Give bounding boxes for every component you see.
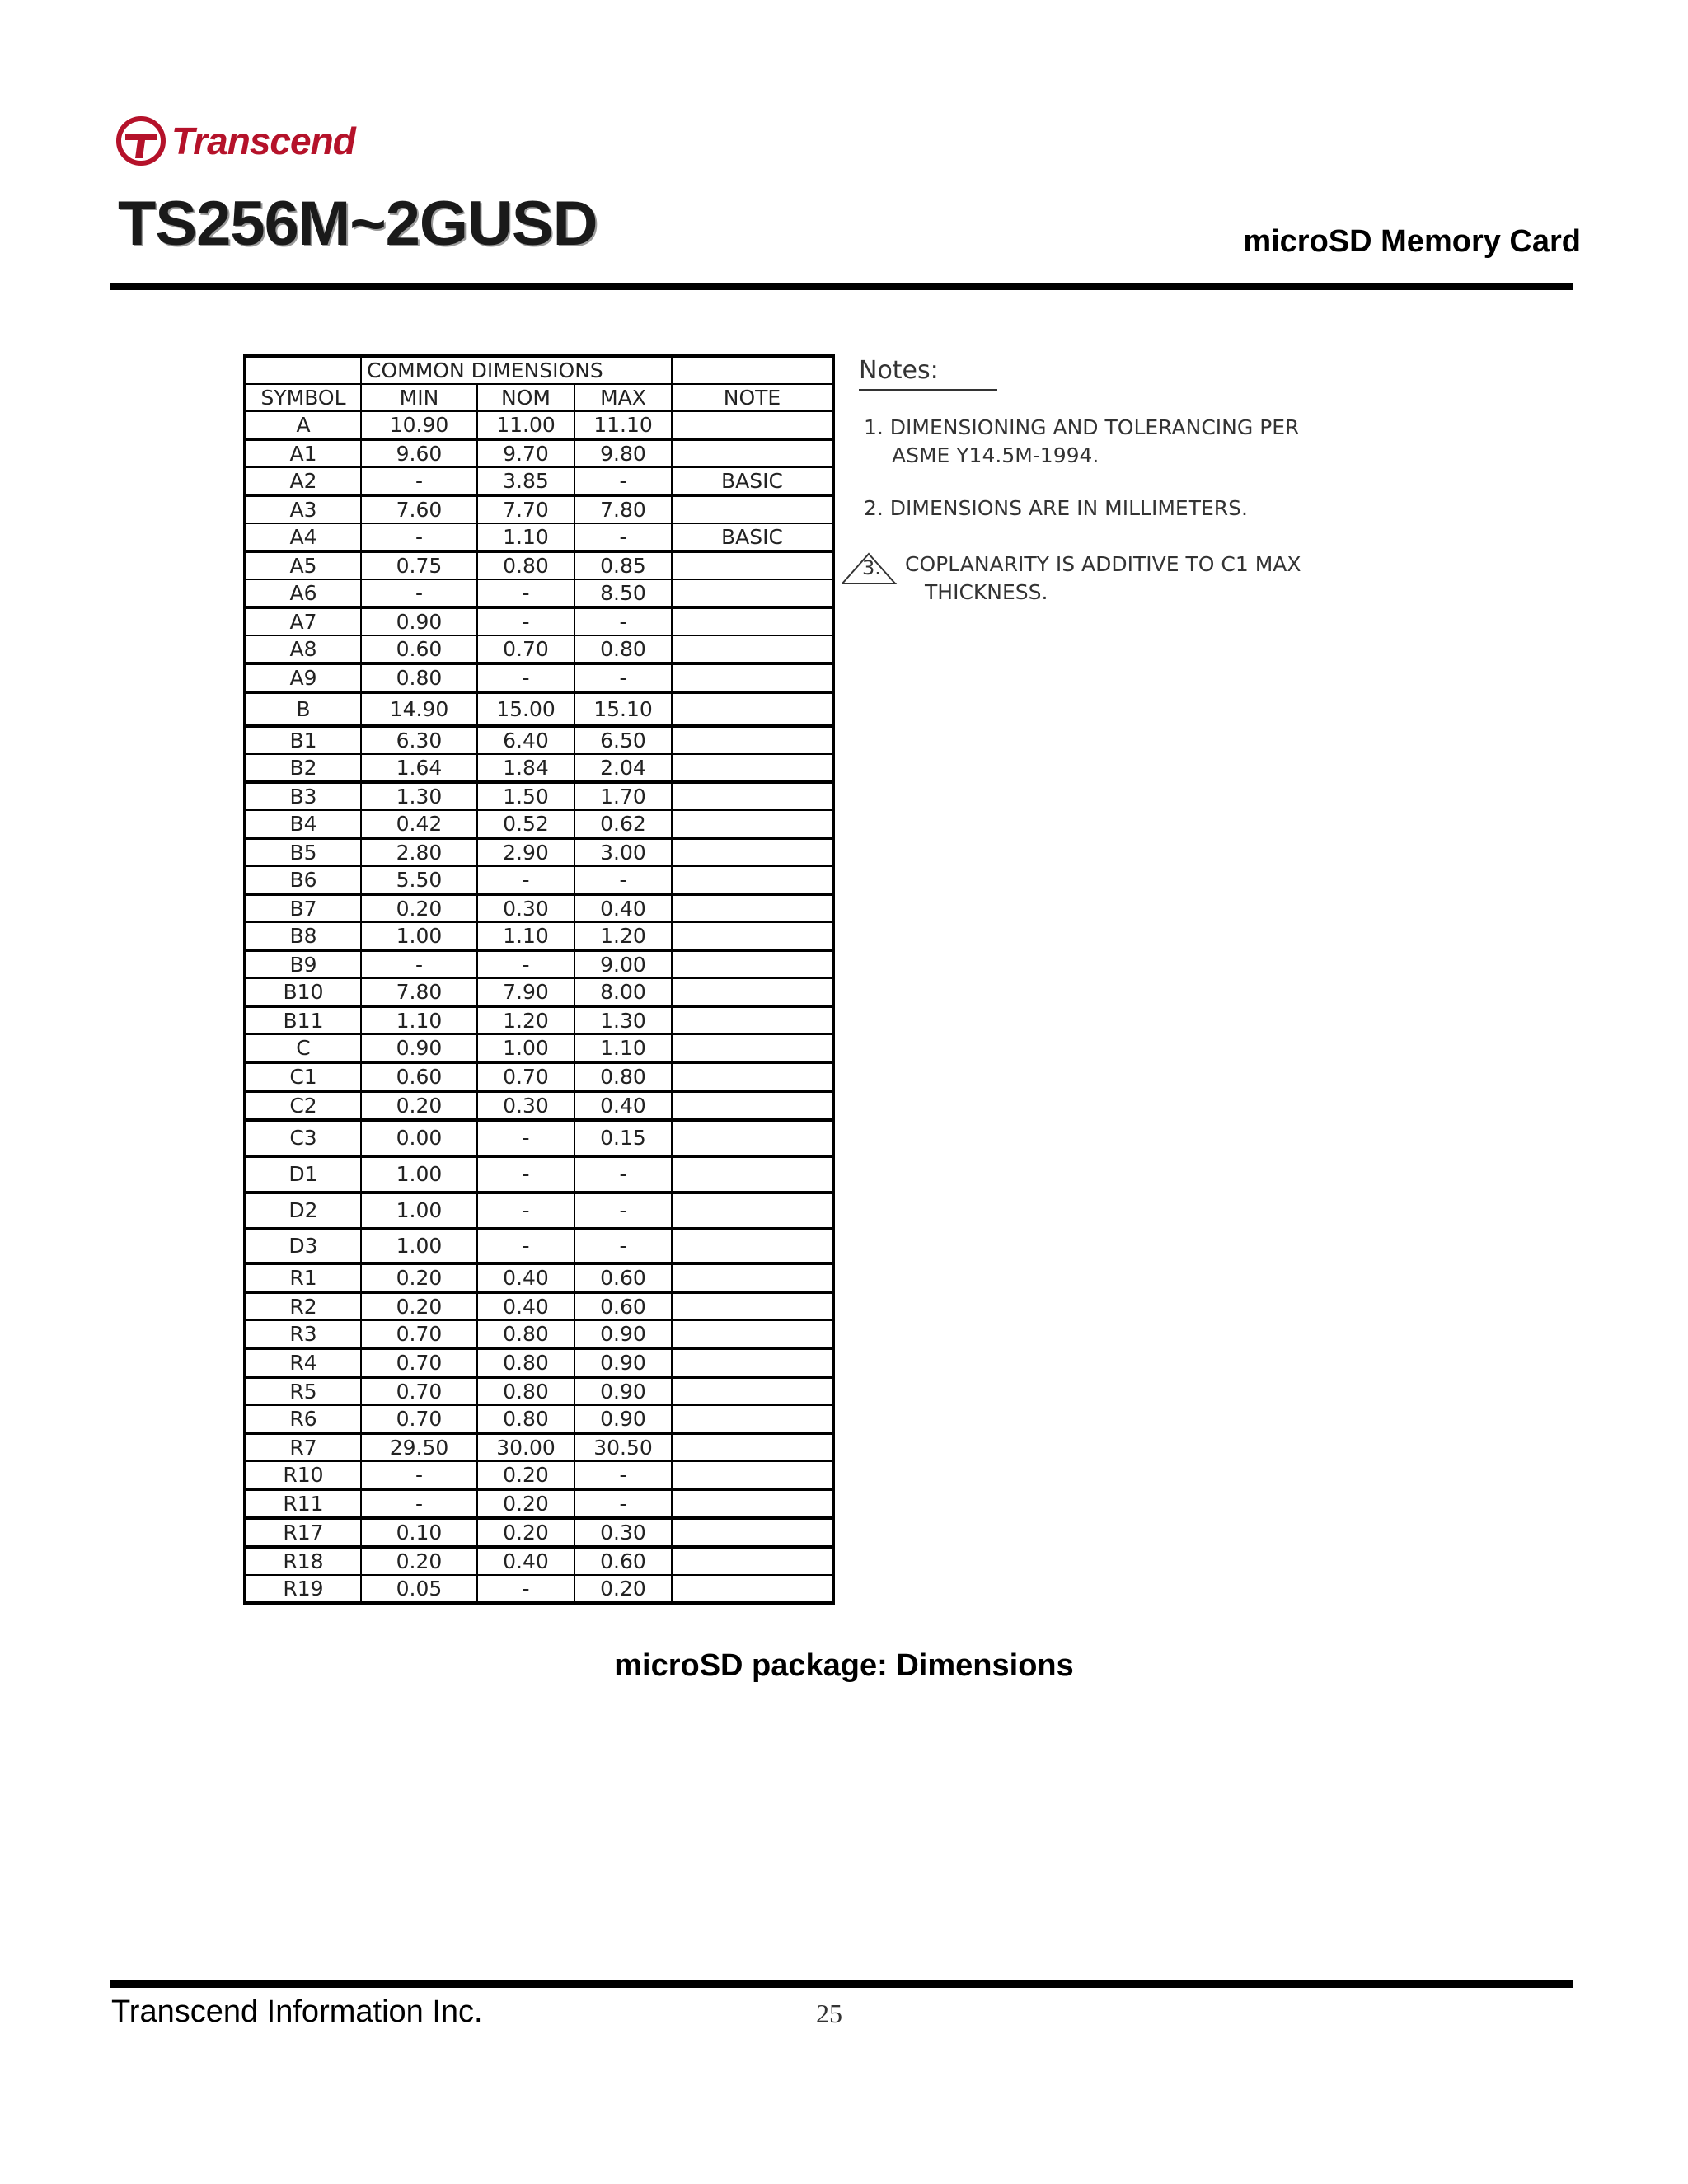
- cell-min: 7.60: [361, 495, 477, 523]
- note-3-number: 3.: [862, 556, 881, 579]
- cell-max: 2.04: [574, 754, 672, 782]
- table-row: [245, 754, 833, 782]
- cell-max: -: [574, 1489, 672, 1518]
- cell-note: [672, 922, 833, 950]
- table-row: [245, 1405, 833, 1433]
- table-row: [245, 1433, 833, 1461]
- cell-symbol: C1: [245, 1062, 361, 1091]
- table-row: [245, 782, 833, 810]
- cell-note: [672, 1006, 833, 1034]
- table-row: [245, 978, 833, 1006]
- note-1: [864, 414, 1299, 470]
- cell-min: 0.70: [361, 1348, 477, 1377]
- cell-note: [672, 1405, 833, 1433]
- table-row: [245, 1518, 833, 1547]
- cell-min: 1.30: [361, 782, 477, 810]
- cell-symbol: B5: [245, 838, 361, 866]
- table-row: [245, 1461, 833, 1489]
- cell-note: [672, 411, 833, 439]
- cell-nom: 0.80: [477, 1320, 574, 1348]
- cell-max: -: [574, 467, 672, 495]
- table-row: [245, 523, 833, 551]
- cell-note: [672, 439, 833, 467]
- cell-symbol: B3: [245, 782, 361, 810]
- cell-note: [672, 663, 833, 692]
- cell-symbol: R5: [245, 1377, 361, 1405]
- cell-nom: 0.30: [477, 1091, 574, 1120]
- cell-max: 0.30: [574, 1518, 672, 1547]
- cell-nom: 1.84: [477, 754, 574, 782]
- cell-nom: 0.70: [477, 635, 574, 663]
- cell-symbol: A9: [245, 663, 361, 692]
- cell-note: [672, 1156, 833, 1193]
- cell-symbol: R19: [245, 1575, 361, 1603]
- cell-nom: 1.10: [477, 523, 574, 551]
- note-2-text: 2. DIMENSIONS ARE IN MILLIMETERS.: [864, 496, 1248, 520]
- cell-max: 0.60: [574, 1292, 672, 1320]
- cell-max: 8.00: [574, 978, 672, 1006]
- cell-max: -: [574, 1461, 672, 1489]
- cell-nom: -: [477, 1156, 574, 1193]
- cell-nom: 30.00: [477, 1433, 574, 1461]
- cell-note: [672, 1292, 833, 1320]
- cell-symbol: B1: [245, 726, 361, 754]
- cell-max: -: [574, 607, 672, 635]
- cell-note: BASIC: [672, 523, 833, 551]
- table-row: [245, 635, 833, 663]
- cell-symbol: A: [245, 411, 361, 439]
- footer-divider: [110, 1980, 1573, 1988]
- cell-max: 0.80: [574, 1062, 672, 1091]
- cell-note: [672, 1348, 833, 1377]
- document-type: microSD Memory Card: [1243, 224, 1581, 259]
- column-header-min: MIN: [361, 384, 477, 411]
- dimensions-table: [243, 354, 835, 1605]
- cell-nom: 0.30: [477, 894, 574, 922]
- cell-symbol: B: [245, 692, 361, 726]
- table-row: [245, 579, 833, 607]
- cell-note: [672, 692, 833, 726]
- cell-min: 1.10: [361, 1006, 477, 1034]
- cell-min: 0.90: [361, 1034, 477, 1062]
- cell-nom: 0.40: [477, 1292, 574, 1320]
- brand-name: Transcend: [171, 120, 355, 162]
- table-row: [245, 551, 833, 579]
- cell-min: 0.20: [361, 894, 477, 922]
- cell-min: 1.00: [361, 922, 477, 950]
- column-header-nom: NOM: [477, 384, 574, 411]
- cell-max: 1.70: [574, 782, 672, 810]
- cell-max: 8.50: [574, 579, 672, 607]
- cell-nom: 1.00: [477, 1034, 574, 1062]
- cell-nom: 0.80: [477, 1348, 574, 1377]
- brand-logo: [115, 115, 355, 166]
- table-header-blank: [672, 356, 833, 384]
- cell-nom: 0.20: [477, 1489, 574, 1518]
- table-row: [245, 922, 833, 950]
- cell-symbol: A3: [245, 495, 361, 523]
- note-3-line-1: COPLANARITY IS ADDITIVE TO C1 MAX: [905, 552, 1301, 576]
- cell-note: [672, 838, 833, 866]
- cell-note: [672, 1120, 833, 1156]
- cell-symbol: A1: [245, 439, 361, 467]
- table-row: [245, 838, 833, 866]
- cell-max: 0.40: [574, 1091, 672, 1120]
- cell-note: [672, 894, 833, 922]
- table-row: [245, 439, 833, 467]
- cell-min: 0.60: [361, 635, 477, 663]
- cell-max: 0.80: [574, 635, 672, 663]
- cell-min: -: [361, 523, 477, 551]
- cell-min: 0.10: [361, 1518, 477, 1547]
- cell-nom: 0.52: [477, 810, 574, 838]
- cell-min: 0.05: [361, 1575, 477, 1603]
- cell-nom: 11.00: [477, 411, 574, 439]
- cell-max: 9.00: [574, 950, 672, 978]
- cell-symbol: C3: [245, 1120, 361, 1156]
- cell-nom: -: [477, 663, 574, 692]
- cell-min: 0.70: [361, 1405, 477, 1433]
- cell-nom: -: [477, 1120, 574, 1156]
- cell-symbol: R17: [245, 1518, 361, 1547]
- cell-min: 9.60: [361, 439, 477, 467]
- table-row: [245, 1547, 833, 1575]
- cell-max: 0.85: [574, 551, 672, 579]
- table-header-row: [245, 384, 833, 411]
- page-title: TS256M~2GUSD: [118, 189, 598, 259]
- table-row: [245, 866, 833, 894]
- table-row: [245, 1489, 833, 1518]
- table-row: [245, 467, 833, 495]
- cell-nom: -: [477, 607, 574, 635]
- cell-min: 0.20: [361, 1547, 477, 1575]
- cell-nom: 9.70: [477, 439, 574, 467]
- cell-nom: 0.20: [477, 1461, 574, 1489]
- cell-max: 1.20: [574, 922, 672, 950]
- cell-min: 29.50: [361, 1433, 477, 1461]
- cell-max: 1.30: [574, 1006, 672, 1034]
- transcend-logo-icon: [115, 115, 166, 166]
- cell-note: [672, 1433, 833, 1461]
- cell-symbol: C2: [245, 1091, 361, 1120]
- note-2: [864, 494, 1248, 523]
- cell-note: [672, 551, 833, 579]
- cell-symbol: B7: [245, 894, 361, 922]
- cell-nom: 1.50: [477, 782, 574, 810]
- cell-nom: -: [477, 866, 574, 894]
- cell-min: 1.00: [361, 1229, 477, 1263]
- cell-max: 11.10: [574, 411, 672, 439]
- cell-nom: 1.20: [477, 1006, 574, 1034]
- table-row: [245, 1120, 833, 1156]
- cell-nom: 2.90: [477, 838, 574, 866]
- cell-symbol: B2: [245, 754, 361, 782]
- cell-max: 15.10: [574, 692, 672, 726]
- cell-note: [672, 1091, 833, 1120]
- cell-max: 0.62: [574, 810, 672, 838]
- cell-min: 10.90: [361, 411, 477, 439]
- cell-note: [672, 726, 833, 754]
- table-row: [245, 1034, 833, 1062]
- cell-min: 0.80: [361, 663, 477, 692]
- cell-note: BASIC: [672, 467, 833, 495]
- cell-symbol: A4: [245, 523, 361, 551]
- table-row: [245, 1229, 833, 1263]
- cell-nom: 7.90: [477, 978, 574, 1006]
- cell-nom: -: [477, 579, 574, 607]
- cell-max: 6.50: [574, 726, 672, 754]
- cell-max: 7.80: [574, 495, 672, 523]
- cell-max: -: [574, 1156, 672, 1193]
- cell-min: 1.64: [361, 754, 477, 782]
- cell-min: -: [361, 1489, 477, 1518]
- cell-note: [672, 978, 833, 1006]
- cell-note: [672, 1377, 833, 1405]
- cell-symbol: R6: [245, 1405, 361, 1433]
- cell-min: 0.00: [361, 1120, 477, 1156]
- cell-min: 5.50: [361, 866, 477, 894]
- cell-min: 0.90: [361, 607, 477, 635]
- table-row: [245, 810, 833, 838]
- table-row: [245, 726, 833, 754]
- cell-min: 0.70: [361, 1377, 477, 1405]
- header-divider: [110, 283, 1573, 290]
- cell-note: [672, 579, 833, 607]
- figure-caption: microSD package: Dimensions: [614, 1648, 1074, 1683]
- cell-min: 1.00: [361, 1156, 477, 1193]
- cell-min: -: [361, 950, 477, 978]
- cell-nom: 0.40: [477, 1263, 574, 1292]
- cell-min: 0.70: [361, 1320, 477, 1348]
- cell-symbol: A5: [245, 551, 361, 579]
- cell-min: 1.00: [361, 1193, 477, 1229]
- cell-symbol: A2: [245, 467, 361, 495]
- cell-note: [672, 866, 833, 894]
- column-header-max: MAX: [574, 384, 672, 411]
- table-row: [245, 495, 833, 523]
- cell-nom: 0.80: [477, 551, 574, 579]
- cell-symbol: D1: [245, 1156, 361, 1193]
- cell-min: 7.80: [361, 978, 477, 1006]
- cell-symbol: B8: [245, 922, 361, 950]
- cell-symbol: B9: [245, 950, 361, 978]
- table-row: [245, 1156, 833, 1193]
- cell-note: [672, 754, 833, 782]
- cell-max: -: [574, 866, 672, 894]
- cell-min: 0.20: [361, 1292, 477, 1320]
- cell-note: [672, 1193, 833, 1229]
- table-header-blank: [245, 356, 361, 384]
- cell-symbol: R18: [245, 1547, 361, 1575]
- note-1-line-2: ASME Y14.5M-1994.: [892, 443, 1100, 467]
- cell-min: 0.60: [361, 1062, 477, 1091]
- cell-symbol: D3: [245, 1229, 361, 1263]
- table-row: [245, 1062, 833, 1091]
- cell-max: 0.90: [574, 1377, 672, 1405]
- page-number: 25: [816, 1999, 842, 2028]
- cell-min: 0.20: [361, 1263, 477, 1292]
- cell-nom: -: [477, 950, 574, 978]
- cell-symbol: A6: [245, 579, 361, 607]
- cell-note: [672, 1489, 833, 1518]
- table-row: [245, 1320, 833, 1348]
- cell-min: 2.80: [361, 838, 477, 866]
- cell-min: -: [361, 579, 477, 607]
- cell-note: [672, 1062, 833, 1091]
- cell-max: -: [574, 523, 672, 551]
- cell-max: 3.00: [574, 838, 672, 866]
- table-row: [245, 1091, 833, 1120]
- cell-max: 0.90: [574, 1320, 672, 1348]
- table-row: [245, 894, 833, 922]
- cell-nom: 0.40: [477, 1547, 574, 1575]
- cell-nom: 6.40: [477, 726, 574, 754]
- cell-max: -: [574, 1229, 672, 1263]
- cell-max: 0.20: [574, 1575, 672, 1603]
- table-header-row-group: [245, 356, 833, 384]
- cell-note: [672, 607, 833, 635]
- column-header-note: NOTE: [672, 384, 833, 411]
- cell-note: [672, 810, 833, 838]
- cell-max: 0.90: [574, 1405, 672, 1433]
- table-row: [245, 607, 833, 635]
- cell-note: [672, 1034, 833, 1062]
- cell-max: 0.60: [574, 1263, 672, 1292]
- cell-nom: 15.00: [477, 692, 574, 726]
- cell-note: [672, 1320, 833, 1348]
- cell-note: [672, 1229, 833, 1263]
- table-row: [245, 1006, 833, 1034]
- cell-nom: -: [477, 1575, 574, 1603]
- cell-min: -: [361, 467, 477, 495]
- cell-min: -: [361, 1461, 477, 1489]
- cell-nom: 1.10: [477, 922, 574, 950]
- cell-symbol: B10: [245, 978, 361, 1006]
- cell-symbol: R7: [245, 1433, 361, 1461]
- table-row: [245, 1575, 833, 1603]
- cell-note: [672, 1518, 833, 1547]
- cell-max: 0.40: [574, 894, 672, 922]
- cell-nom: 7.70: [477, 495, 574, 523]
- cell-max: 1.10: [574, 1034, 672, 1062]
- cell-nom: 0.70: [477, 1062, 574, 1091]
- cell-max: 30.50: [574, 1433, 672, 1461]
- cell-note: [672, 1575, 833, 1603]
- cell-symbol: R10: [245, 1461, 361, 1489]
- cell-note: [672, 495, 833, 523]
- cell-max: 0.15: [574, 1120, 672, 1156]
- column-header-symbol: SYMBOL: [245, 384, 361, 411]
- cell-nom: -: [477, 1229, 574, 1263]
- table-row: [245, 1193, 833, 1229]
- cell-symbol: A7: [245, 607, 361, 635]
- dimensions-table-body: [245, 356, 833, 1603]
- cell-note: [672, 1547, 833, 1575]
- cell-nom: 0.20: [477, 1518, 574, 1547]
- cell-max: -: [574, 1193, 672, 1229]
- cell-symbol: R3: [245, 1320, 361, 1348]
- table-row: [245, 1263, 833, 1292]
- cell-note: [672, 1461, 833, 1489]
- cell-symbol: R1: [245, 1263, 361, 1292]
- table-row: [245, 411, 833, 439]
- cell-nom: 0.80: [477, 1377, 574, 1405]
- notes-title: Notes:: [859, 356, 939, 385]
- cell-note: [672, 1263, 833, 1292]
- cell-min: 14.90: [361, 692, 477, 726]
- table-row: [245, 950, 833, 978]
- note-1-line-1: 1. DIMENSIONING AND TOLERANCING PER: [864, 415, 1300, 439]
- cell-symbol: R4: [245, 1348, 361, 1377]
- cell-note: [672, 782, 833, 810]
- table-row: [245, 1292, 833, 1320]
- cell-max: 9.80: [574, 439, 672, 467]
- cell-symbol: B11: [245, 1006, 361, 1034]
- cell-symbol: A8: [245, 635, 361, 663]
- cell-symbol: B6: [245, 866, 361, 894]
- cell-max: 0.90: [574, 1348, 672, 1377]
- cell-symbol: R11: [245, 1489, 361, 1518]
- cell-min: 0.20: [361, 1091, 477, 1120]
- cell-symbol: C: [245, 1034, 361, 1062]
- table-row: [245, 1377, 833, 1405]
- notes-title-underline: [859, 389, 997, 391]
- table-row: [245, 692, 833, 726]
- cell-nom: 3.85: [477, 467, 574, 495]
- cell-symbol: D2: [245, 1193, 361, 1229]
- cell-max: -: [574, 663, 672, 692]
- common-dimensions-header: COMMON DIMENSIONS: [361, 356, 672, 384]
- cell-note: [672, 950, 833, 978]
- cell-symbol: R2: [245, 1292, 361, 1320]
- cell-nom: 0.80: [477, 1405, 574, 1433]
- cell-min: 6.30: [361, 726, 477, 754]
- cell-min: 0.75: [361, 551, 477, 579]
- cell-min: 0.42: [361, 810, 477, 838]
- cell-symbol: B4: [245, 810, 361, 838]
- cell-nom: -: [477, 1193, 574, 1229]
- table-row: [245, 1348, 833, 1377]
- footer-company: Transcend Information Inc.: [111, 1994, 483, 2029]
- cell-max: 0.60: [574, 1547, 672, 1575]
- table-row: [245, 663, 833, 692]
- note-3-line-2: THICKNESS.: [925, 580, 1048, 604]
- cell-note: [672, 635, 833, 663]
